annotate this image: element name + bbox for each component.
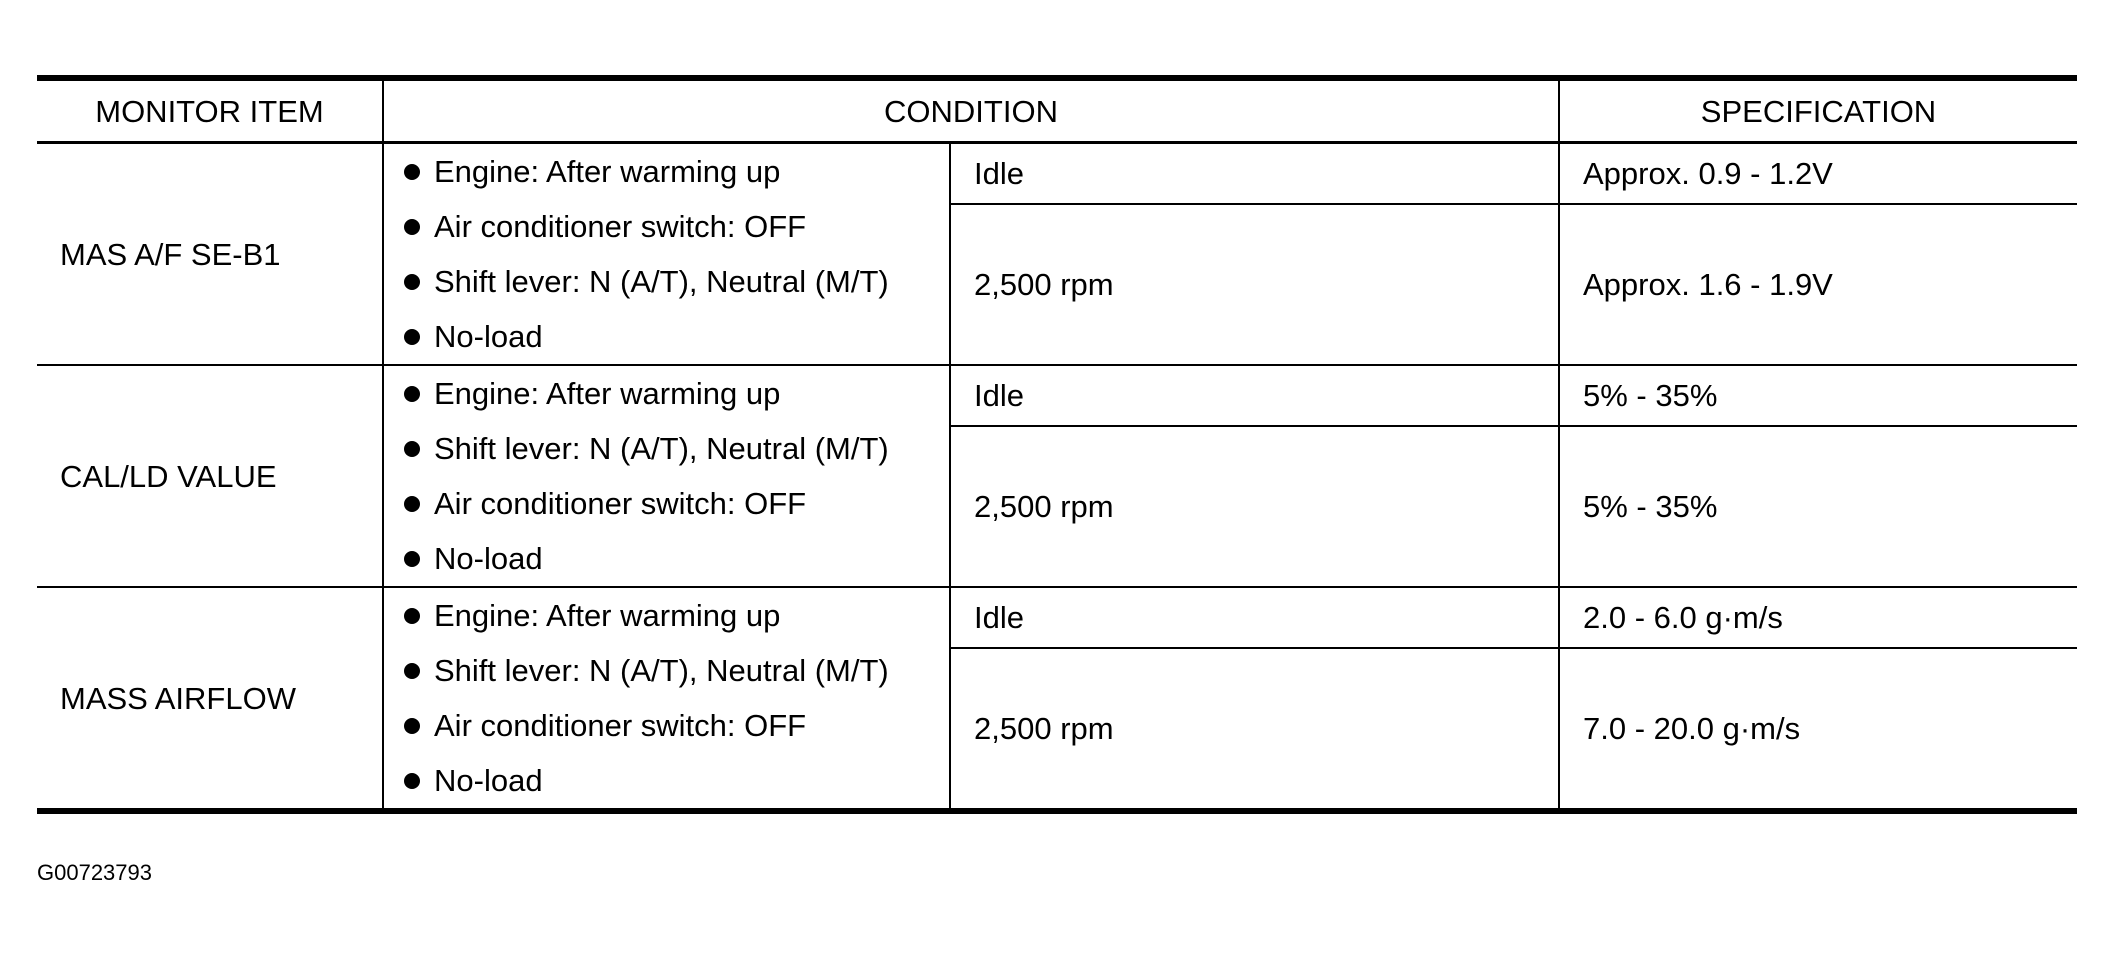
list-item: No-load [404,531,949,586]
bullet-icon [404,496,420,512]
table-row [37,365,2077,426]
header-specification: SPECIFICATION [1559,78,2077,143]
specification-cell: 7.0 - 20.0 g·m/s [1559,648,2077,811]
bullet-icon [404,551,420,567]
sub-condition-cell: Idle [950,587,1559,648]
table-row [37,587,2077,648]
condition-list [404,366,949,586]
bullet-icon [404,608,420,624]
sub-condition-cell: 2,500 rpm [950,426,1559,587]
list-item: Engine: After warming up [404,588,949,643]
bullet-icon [404,441,420,457]
bullet-icon [404,329,420,345]
bullet-icon [404,773,420,789]
monitor-item-cell: MASS AIRFLOW [37,587,383,811]
specification-cell: Approx. 1.6 - 1.9V [1559,204,2077,365]
list-item: No-load [404,753,949,808]
sub-condition-cell: Idle [950,365,1559,426]
condition-list [404,588,949,808]
bullet-icon [404,164,420,180]
figure-id: G00723793 [37,860,152,885]
sub-condition-cell: Idle [950,143,1559,205]
list-item: Shift lever: N (A/T), Neutral (M/T) [404,421,949,476]
condition-list-cell [383,365,950,587]
condition-list-cell [383,587,950,811]
condition-list [404,144,949,364]
bullet-icon [404,219,420,235]
condition-list-cell [383,143,950,366]
list-item: Engine: After warming up [404,144,949,199]
list-item: No-load [404,309,949,364]
list-item: Engine: After warming up [404,366,949,421]
sub-condition-cell: 2,500 rpm [950,648,1559,811]
specification-cell: 5% - 35% [1559,426,2077,587]
bullet-icon [404,274,420,290]
specification-table [37,75,2077,814]
specification-cell: Approx. 0.9 - 1.2V [1559,143,2077,205]
monitor-item-cell: MAS A/F SE-B1 [37,143,383,366]
header-row [37,78,2077,143]
monitor-item-cell: CAL/LD VALUE [37,365,383,587]
bullet-icon [404,386,420,402]
list-item: Shift lever: N (A/T), Neutral (M/T) [404,643,949,698]
sub-condition-cell: 2,500 rpm [950,204,1559,365]
table-row [37,143,2077,205]
list-item: Air conditioner switch: OFF [404,476,949,531]
bullet-icon [404,663,420,679]
header-monitor-item: MONITOR ITEM [37,78,383,143]
list-item: Air conditioner switch: OFF [404,698,949,753]
bullet-icon [404,718,420,734]
specification-cell: 2.0 - 6.0 g·m/s [1559,587,2077,648]
list-item: Shift lever: N (A/T), Neutral (M/T) [404,254,949,309]
list-item: Air conditioner switch: OFF [404,199,949,254]
header-condition: CONDITION [383,78,1559,143]
specification-cell: 5% - 35% [1559,365,2077,426]
